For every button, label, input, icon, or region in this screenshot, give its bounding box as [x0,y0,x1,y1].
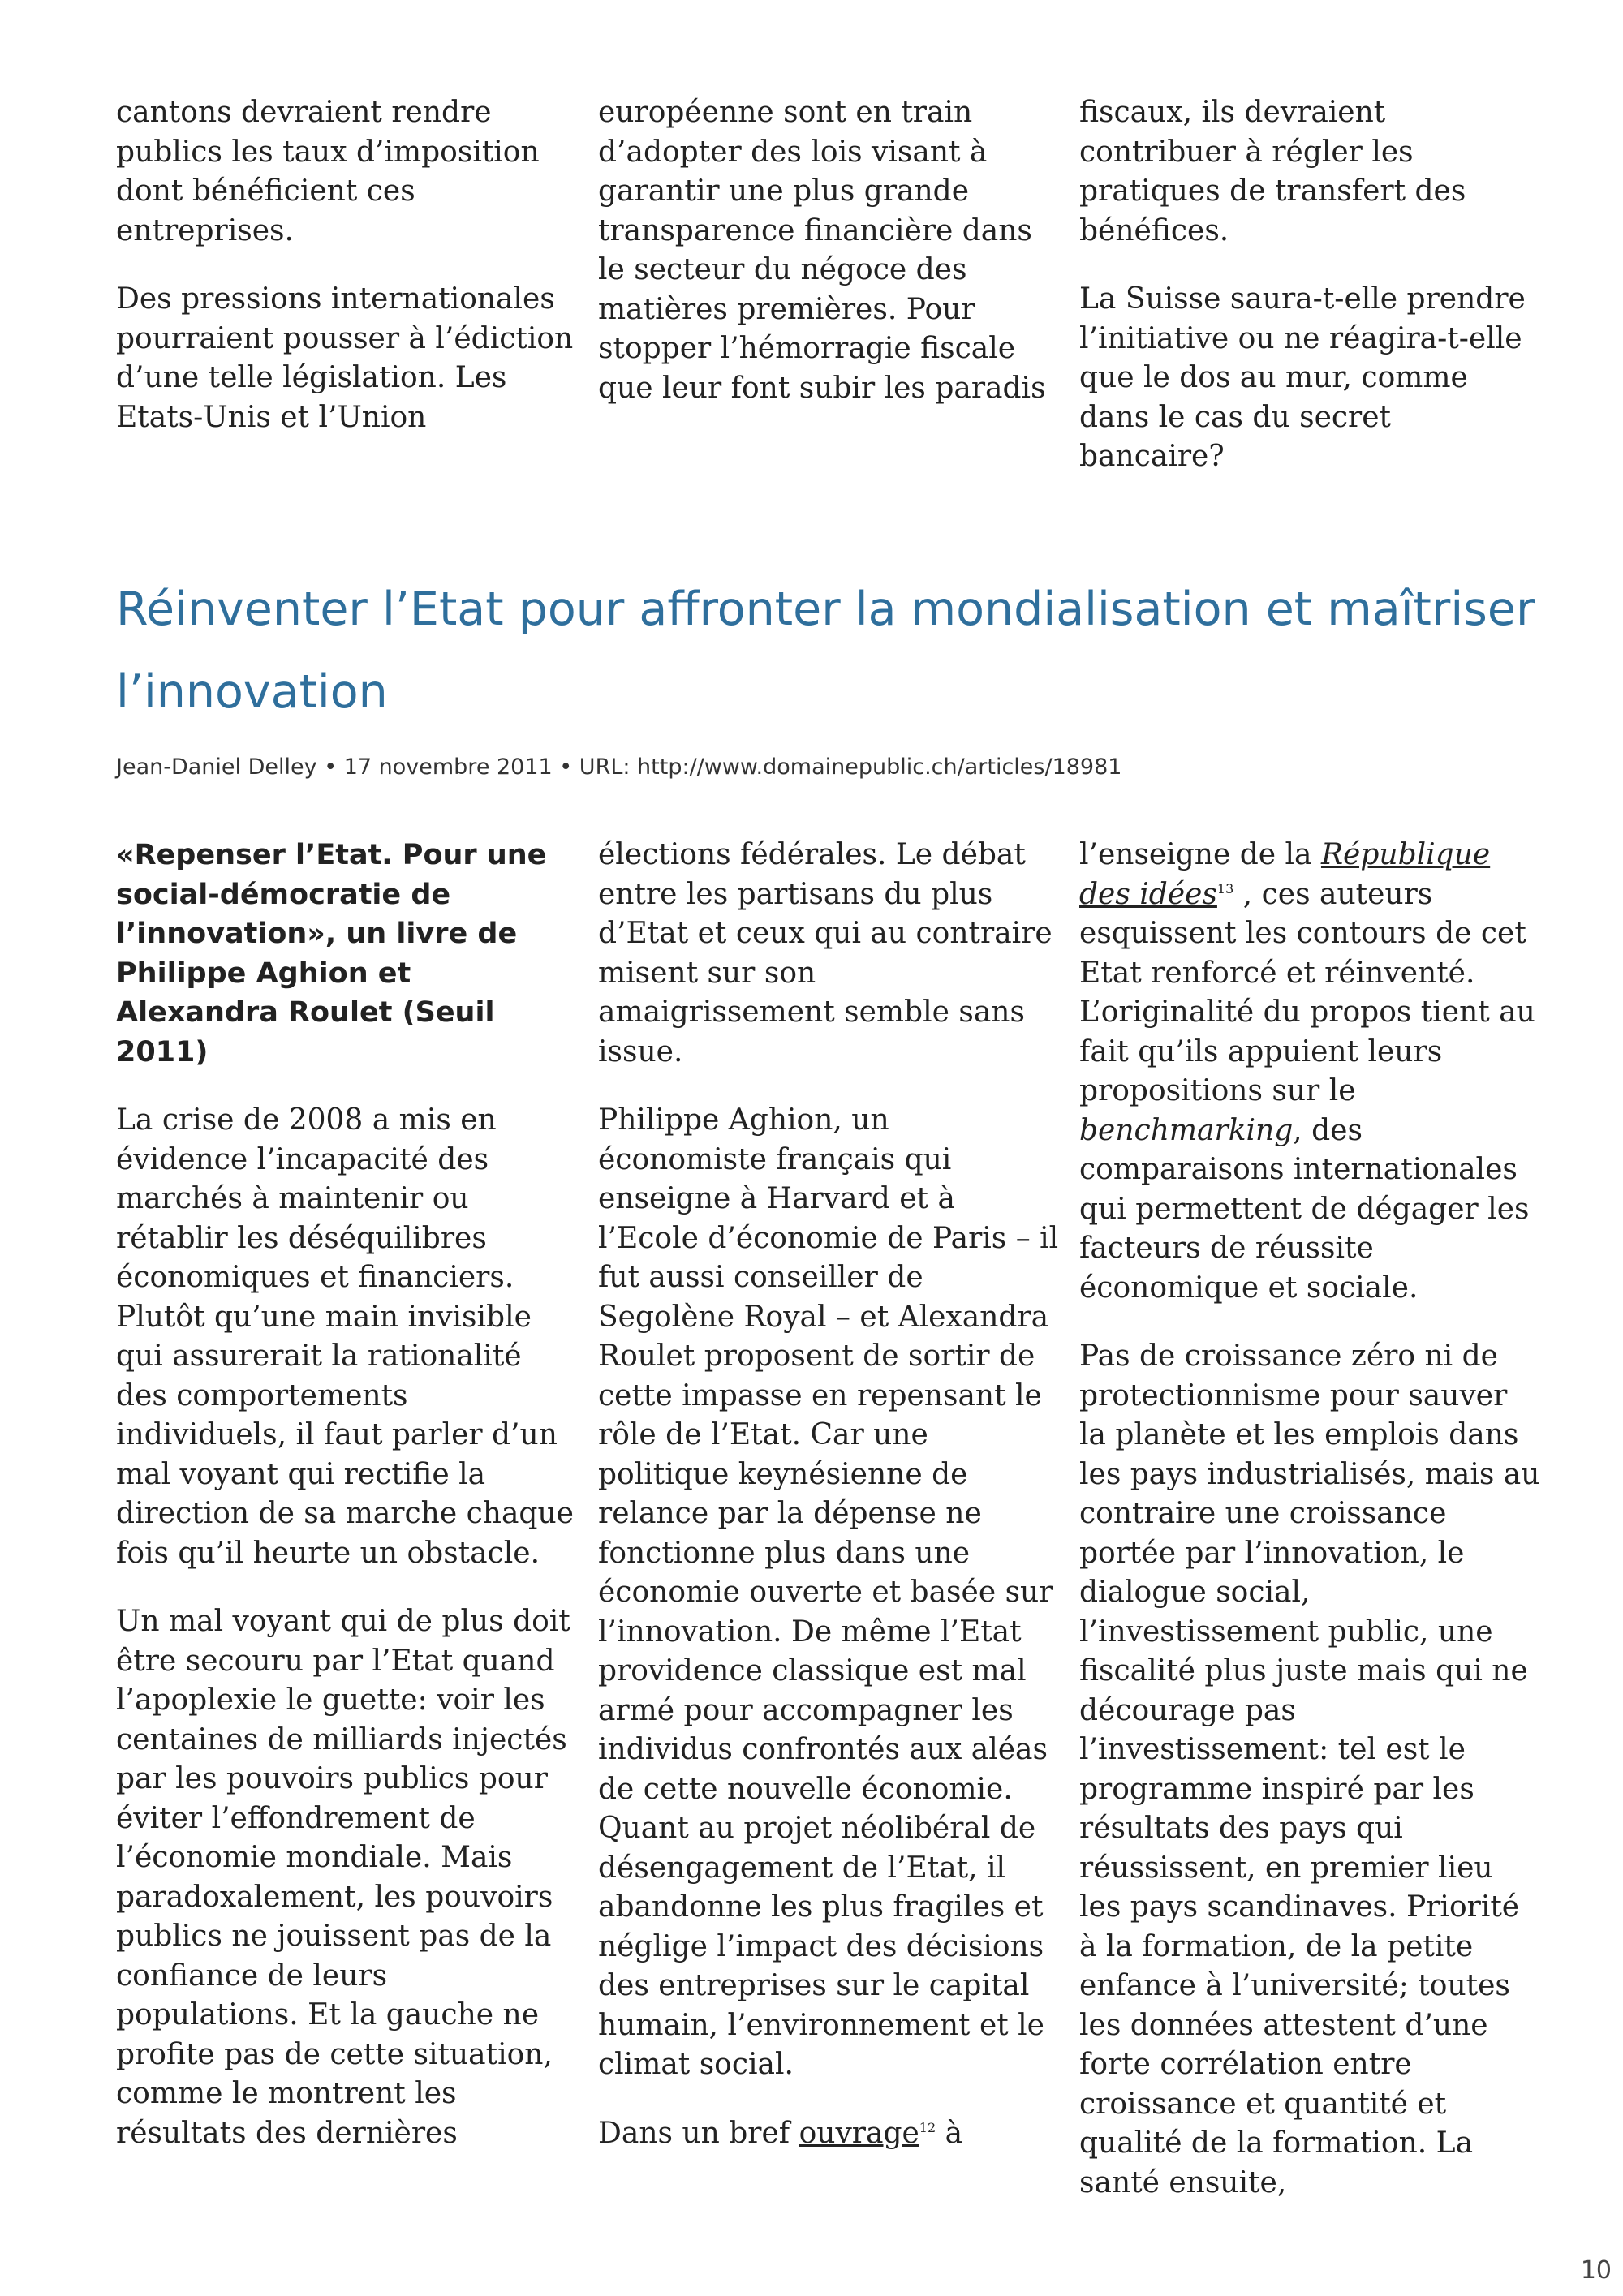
text: à [936,2116,963,2150]
text: Dans un bref [598,2116,799,2150]
paragraph: cantons devraient rendre publics les taux d’imposition dont bénéficient ces entreprises. [116,96,540,247]
article-lead: «Repenser l’Etat. Pour une social-démocratie de l’innovation», un livre de Philippe Aghion et Alexandra Roulet (Seuil 2011) [116,839,547,1068]
paragraph: Pas de croissance zéro ni de protectionnisme pour sauver la planète et les emplois dans les pays industrialisés, mais au contraire une croissance portée par l’innovation, le dialogue social, l’investissement public, une fiscalité plus juste mais qui ne décourage pas l’investissement: tel est le programme inspiré par les résultats des pays qui réussissent, en premier lieu les pays scandinaves. Priorité à la formation, de la petite enfance à l’université; toutes les données attestent d’une forte corrélation entre croissance et quantité et qualité de la formation. La santé ensuite, [1079,1339,1540,2199]
article-meta: Jean-Daniel Delley • 17 novembre 2011 • URL: http://www.domainepublic.ch/articles/18981 [116,755,1122,780]
prev-article-col-3 [1079,93,1542,506]
footnote-ref[interactable]: 13 [1216,880,1234,896]
book-link[interactable]: ouvrage [799,2116,919,2150]
italic-term: benchmarking [1079,1113,1294,1147]
paragraph: Des pressions internationales pourraient pousser à l’édiction d’une telle législation. Les Etats-Unis et l’Union [116,282,574,434]
paragraph [1079,836,1542,1308]
article-col-2 [598,836,1061,2182]
prev-article-col-2 [598,93,1061,437]
article-col-3 [1079,836,1542,2232]
paragraph: La crise de 2008 a mis en évidence l’incapacité des marchés à maintenir ou rétablir les déséquilibres économiques et financiers. Plutôt qu’une main invisible qui assurerait la rationalité des comportements individuels, il faut parler d’un mal voyant qui rectifie la direction de sa marche chaque fois qu’il heurte un obstacle. [116,1103,574,1570]
text: , ces auteurs esquissent les contours de cet Etat renforcé et réinventé. L’originalité du propos tient au fait qu’ils appuient leurs propositions sur le [1079,877,1535,1107]
article-title: Réinventer l’Etat pour affronter la mondialisation et maîtriser l’innovation [116,583,1535,719]
text: , des comparaisons internationales qui permettent de dégager les facteurs de réussite économique et sociale. [1079,1113,1530,1305]
paragraph: Un mal voyant qui de plus doit être secouru par l’Etat quand l’apoplexie le guette: voir les centaines de milliards injectés par les pouvoirs publics pour éviter l’effondrement de l’économie mondiale. Mais paradoxalement, les pouvoirs publics ne jouissent pas de la confiance de leurs populations. Et la gauche ne profite pas de cette situation, comme le montrent les résultats des dernières [116,1605,570,2150]
footnote-ref[interactable]: 12 [919,2119,936,2135]
collection-link[interactable]: République des idées [1079,838,1491,911]
paragraph [598,2114,1061,2154]
page-number: 10 [1580,2256,1612,2285]
paragraph: La Suisse saura-t-elle prendre l’initiative ou ne réagira-t-elle que le dos au mur, comme dans le cas du secret bancaire? [1079,282,1526,473]
paragraph: Philippe Aghion, un économiste français qui enseigne à Harvard et à l’Ecole d’économie de Paris – il fut aussi conseiller de Segolène Royal – et Alexandra Roulet proposent de sortir de cette impasse en repensant le rôle de l’Etat. Car une politique keynésienne de relance par la dépense ne fonctionne plus dans une économie ouverte et basée sur l’innovation. De même l’Etat providence classique est mal armé pour accompagner les individus confrontés aux aléas de cette nouvelle économie. Quant au projet néolibéral de désengagement de l’Etat, il abandonne les plus fragiles et néglige l’impact des décisions des entreprises sur le capital humain, l’environnement et le climat social. [598,1103,1059,2081]
text: l’enseigne de la [1079,838,1321,871]
paragraph: européenne sont en train d’adopter des lois visant à garantir une plus grande transparence financière dans le secteur du négoce des matières premières. Pour stopper l’hémorragie fiscale que leur font subir les paradis [598,96,1046,405]
paragraph: fiscaux, ils devraient contribuer à régler les pratiques de transfert des bénéfices. [1079,96,1466,247]
article-col-1 [116,836,579,2182]
paragraph: élections fédérales. Le débat entre les partisans du plus d’Etat et ceux qui au contraire misent sur son amaigrissement semble sans issue. [598,838,1053,1068]
prev-article-col-1 [116,93,579,467]
